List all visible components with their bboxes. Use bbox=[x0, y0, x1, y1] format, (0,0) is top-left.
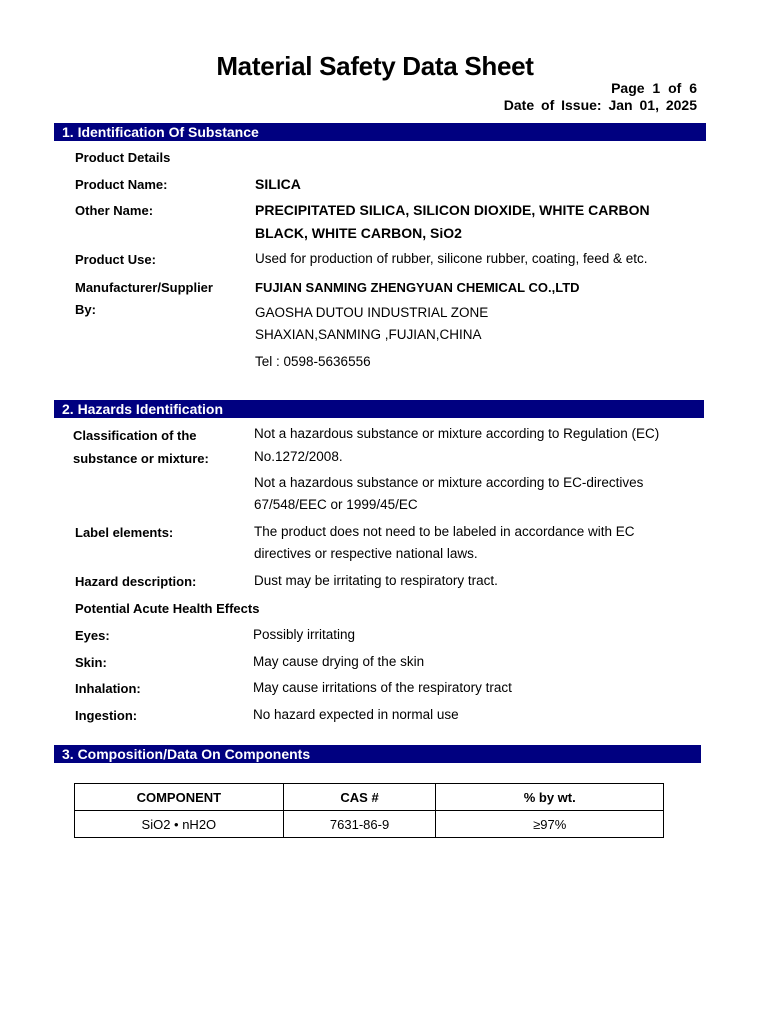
eyes-value: Possibly irritating bbox=[253, 627, 356, 642]
product-name-value: SILICA bbox=[255, 176, 301, 192]
issue-date-line bbox=[504, 97, 697, 113]
manufacturer-label-line-2: By: bbox=[75, 302, 96, 317]
product-use-label: Product Use: bbox=[75, 252, 156, 267]
manufacturer-label-line-1: Manufacturer/Supplier bbox=[75, 280, 213, 295]
inhalation-label: Inhalation: bbox=[75, 681, 141, 696]
components-table bbox=[74, 783, 664, 838]
classification-label-line-1: Classification of the bbox=[73, 428, 197, 443]
classification-text-1-line-1: Not a hazardous substance or mixture according to Regulation (EC) bbox=[254, 426, 660, 441]
column-header-cas: CAS # bbox=[283, 784, 436, 811]
skin-value: May cause drying of the skin bbox=[253, 654, 425, 669]
column-header-component: COMPONENT bbox=[75, 784, 284, 811]
issue-date-value: Jan 01, 2025 bbox=[608, 97, 697, 113]
label-elements-line-1: The product does not need to be labeled in accordance with EC bbox=[254, 524, 635, 539]
classification-label-line-2: substance or mixture: bbox=[73, 451, 209, 466]
other-name-line-1: PRECIPITATED SILICA, SILICON DIOXIDE, WHITE CARBON bbox=[255, 202, 650, 218]
potential-effects-heading: Potential Acute Health Effects bbox=[75, 601, 260, 616]
label-elements-line-2: directives or respective national laws. bbox=[254, 546, 478, 561]
other-name-line-2: BLACK, WHITE CARBON, SiO2 bbox=[255, 225, 462, 241]
cell-cas: 7631-86-9 bbox=[283, 811, 436, 838]
section-2-heading: 2. Hazards Identification bbox=[54, 400, 704, 418]
eyes-label: Eyes: bbox=[75, 628, 110, 643]
page-number: Page 1 of 6 bbox=[611, 80, 697, 96]
table-header-row bbox=[75, 784, 664, 811]
ingestion-label: Ingestion: bbox=[75, 708, 138, 723]
manufacturer-name: FUJIAN SANMING ZHENGYUAN CHEMICAL CO.,LTD bbox=[255, 280, 580, 295]
hazard-description-value: Dust may be irritating to respiratory tract. bbox=[254, 573, 498, 588]
hazard-description-label: Hazard description: bbox=[75, 574, 197, 589]
product-details-heading: Product Details bbox=[75, 150, 171, 165]
classification-text-2-line-2: 67/548/EEC or 1999/45/EC bbox=[254, 497, 418, 512]
product-use-value: Used for production of rubber, silicone rubber, coating, feed & etc. bbox=[255, 251, 648, 266]
label-elements-label: Label elements: bbox=[75, 525, 174, 540]
skin-label: Skin: bbox=[75, 655, 107, 670]
column-header-weight: % by wt. bbox=[436, 784, 664, 811]
issue-date-label: Date of Issue: bbox=[503, 97, 602, 113]
section-1-heading: 1. Identification Of Substance bbox=[54, 123, 706, 141]
cell-weight: ≥97% bbox=[436, 811, 664, 838]
address-line-2: SHAXIAN,SANMING ,FUJIAN,CHINA bbox=[255, 327, 482, 342]
classification-text-2-line-1: Not a hazardous substance or mixture according to EC-directives bbox=[254, 475, 644, 490]
classification-text-1-line-2: No.1272/2008. bbox=[254, 449, 343, 464]
ingestion-value: No hazard expected in normal use bbox=[253, 707, 459, 722]
cell-component: SiO2 • nH2O bbox=[75, 811, 284, 838]
section-3-heading: 3. Composition/Data On Components bbox=[54, 745, 701, 763]
document-title: Material Safety Data Sheet bbox=[216, 51, 534, 81]
inhalation-value: May cause irritations of the respiratory tract bbox=[253, 680, 512, 695]
other-name-label: Other Name: bbox=[75, 203, 154, 218]
product-name-label: Product Name: bbox=[75, 177, 168, 192]
telephone: Tel : 0598-5636556 bbox=[255, 354, 371, 369]
address-line-1: GAOSHA DUTOU INDUSTRIAL ZONE bbox=[255, 305, 489, 320]
table-row bbox=[75, 811, 664, 838]
